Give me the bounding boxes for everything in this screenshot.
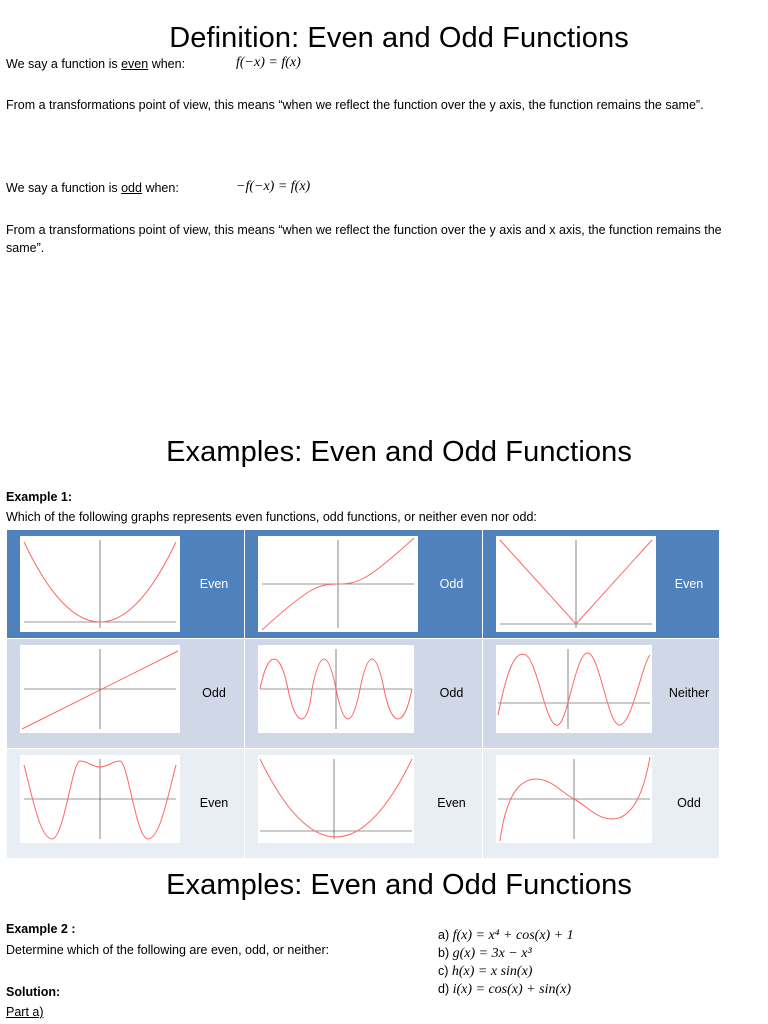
graph-cell	[482, 748, 720, 858]
table-row	[7, 638, 720, 748]
even-def-prefix: We say a function is	[6, 57, 122, 71]
graph-answer: Even	[437, 796, 466, 810]
absolute-value-graph	[496, 536, 656, 632]
cubic-wave-graph	[496, 755, 652, 843]
graph-cell	[245, 530, 483, 638]
even-word: even	[121, 57, 149, 71]
graph-table	[7, 530, 720, 859]
example2-question: Determine which of the following are even, odd, or neither:	[6, 943, 330, 957]
examples-title-1: Examples: Even and Odd Functions	[166, 436, 632, 468]
graph-answer: Even	[199, 796, 229, 810]
cubic-graph	[258, 536, 418, 632]
graph-cell	[245, 638, 483, 748]
graph-answer: Odd	[439, 576, 464, 591]
line-graph	[20, 645, 180, 733]
part-a-label: Part a)	[6, 1005, 44, 1019]
definition-title: Definition: Even and Odd Functions	[169, 22, 629, 54]
shifted-parabola-graph	[258, 755, 414, 843]
shifted-sine-graph	[496, 645, 652, 733]
graph-cell	[482, 530, 720, 638]
examples-title-2: Examples: Even and Odd Functions	[166, 869, 632, 901]
graph-answer: Odd	[202, 686, 226, 700]
graph-answer: Odd	[439, 686, 464, 700]
parabola-graph	[20, 536, 180, 632]
function-item: d) i(x) = cos(x) + sin(x)	[438, 982, 571, 997]
graph-cell	[482, 638, 720, 748]
even-formula: f(−x) = f(x)	[236, 55, 301, 70]
graph-cell	[245, 748, 483, 858]
odd-def-suffix: when:	[141, 181, 179, 195]
graph-answer: Even	[199, 576, 229, 591]
graph-answer: Neither	[668, 686, 710, 700]
table-row	[7, 530, 720, 638]
sine-graph	[258, 645, 414, 733]
odd-formula: −f(−x) = f(x)	[236, 179, 311, 194]
graph-answer: Even	[674, 576, 704, 591]
example2-label: Example 2 :	[6, 922, 76, 936]
function-item: c) h(x) = x sin(x)	[438, 964, 533, 979]
function-item: b) g(x) = 3x − x³	[438, 946, 532, 961]
odd-explanation: From a transformations point of view, this means “when we reflect the function over the y axis and x axis, the function remains the same”.	[6, 223, 722, 255]
graph-answer: Odd	[677, 796, 701, 810]
odd-word: odd	[121, 181, 142, 195]
even-explanation: From a transformations point of view, this means “when we reflect the function over the y axis, the function remains the same”.	[6, 98, 704, 112]
graph-cell	[7, 530, 245, 638]
example1-question: Which of the following graphs represents even functions, odd functions, or neither even nor odd:	[6, 510, 537, 524]
function-list	[438, 926, 574, 999]
graph-cell	[7, 638, 245, 748]
solution-label: Solution:	[6, 985, 61, 999]
even-def-suffix: when:	[148, 57, 186, 71]
function-item: a) f(x) = x⁴ + cos(x) + 1	[438, 928, 574, 943]
example1-label: Example 1:	[6, 490, 73, 504]
cosine-graph	[20, 755, 180, 843]
odd-definition	[6, 179, 179, 197]
even-definition	[6, 55, 185, 73]
graph-cell	[7, 748, 245, 858]
table-row	[7, 748, 720, 858]
odd-def-prefix: We say a function is	[6, 181, 122, 195]
